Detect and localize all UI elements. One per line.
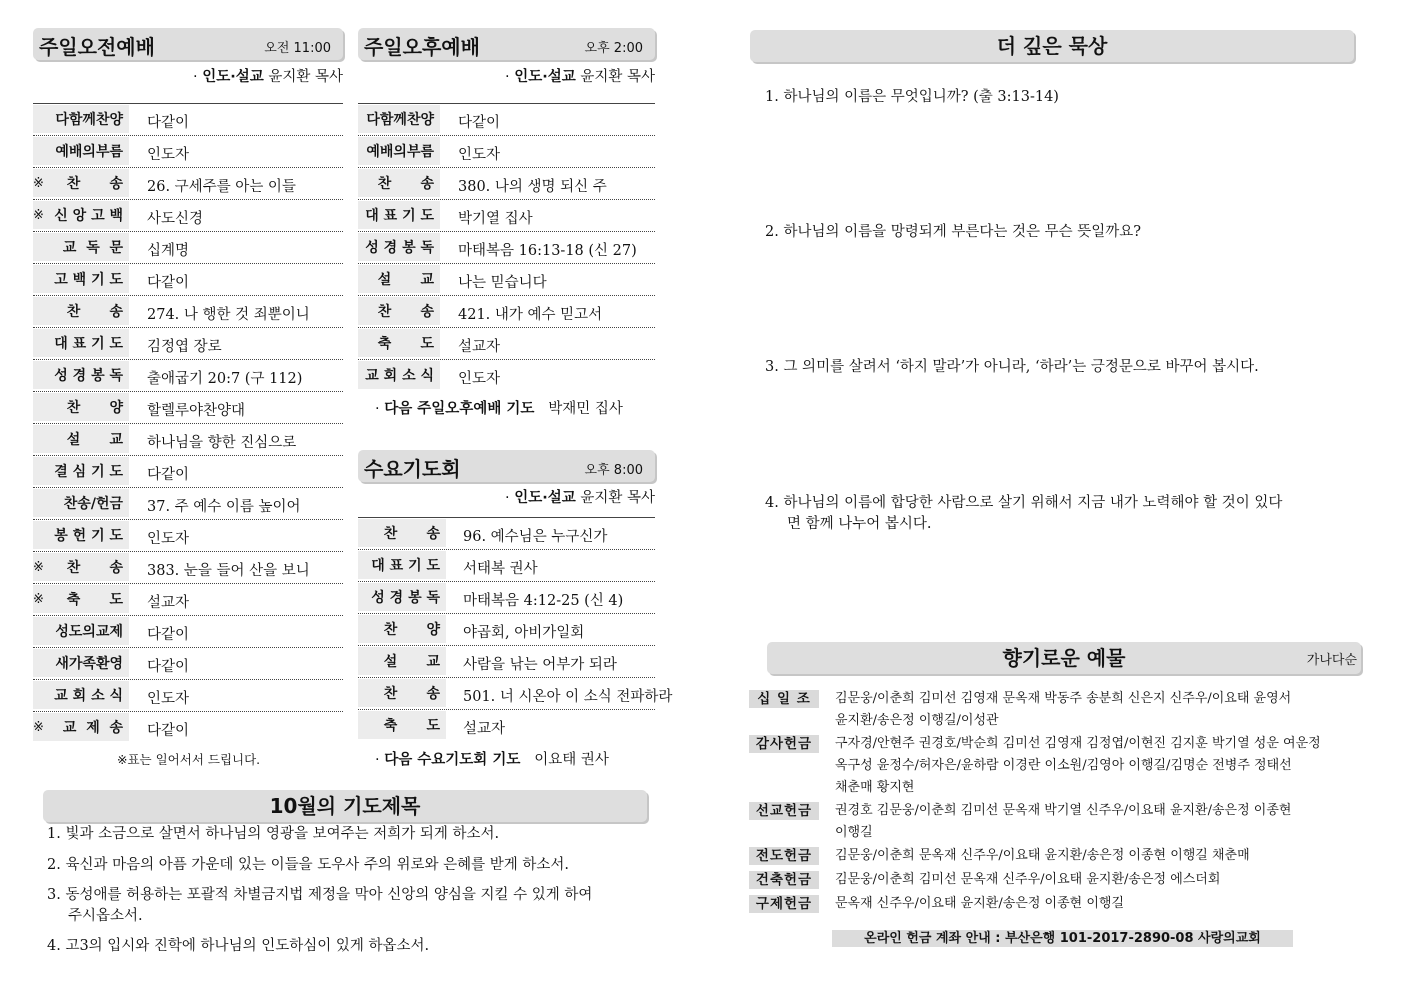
order-row-label-cell	[33, 137, 129, 165]
offering-names-line: 문옥재 신주우/이요태 윤지환/송은정 이종현 이행길	[835, 896, 1125, 911]
order-row-value: 십계명	[147, 243, 190, 259]
order-row-label-cell	[358, 329, 440, 357]
offering-category: 십 일 조	[749, 690, 819, 708]
order-row-value: 421. 내가 예수 믿고서	[458, 307, 603, 323]
order-row-label-cell	[358, 615, 446, 643]
order-row-label-cell	[33, 649, 129, 677]
prayer-item: 1. 빛과 소금으로 살면서 하나님의 영광을 보여주는 저희가 되게 하소서.	[47, 826, 500, 842]
offering-names-line: 김문웅/이춘희 김미선 김영재 문옥재 박동주 송분희 신은지 신주우/이요태 윤영서	[835, 691, 1292, 706]
order-row-label: 대 표 기 도	[54, 336, 123, 352]
order-row	[33, 167, 343, 199]
order-row	[33, 711, 343, 743]
order-row-value: 다같이	[147, 275, 190, 291]
order-row-label: 성 경 봉 독	[54, 368, 123, 384]
offerings-order-note: 가나다순	[1306, 653, 1357, 668]
afternoon-leader-name: 윤지환 목사	[580, 69, 655, 85]
meditation-question: 2. 하나님의 이름을 망령되게 부른다는 것은 무슨 뜻일까요?	[765, 224, 1142, 240]
order-row-label-cell	[33, 105, 129, 133]
order-row	[33, 647, 343, 679]
offering-names	[835, 895, 1365, 915]
order-row	[33, 327, 343, 359]
order-row	[33, 231, 343, 263]
order-row-value: 다같이	[147, 723, 190, 739]
order-row-label-cell	[33, 297, 129, 325]
order-row-value: 마태복음 4:12-25 (신 4)	[463, 593, 624, 609]
order-row-label: 교 제 송	[62, 720, 123, 736]
order-row-value: 할렐루야찬양대	[147, 403, 246, 419]
offering-names-line: 이행길	[835, 825, 873, 840]
order-row-label-cell	[358, 137, 440, 165]
order-row-label-cell	[358, 519, 446, 547]
order-row-value: 서태복 권사	[463, 561, 538, 577]
offering-names	[835, 847, 1365, 867]
morning-leader-name: 윤지환 목사	[268, 69, 343, 85]
order-row	[358, 167, 655, 199]
offering-names-line: 구자경/안현주 권경호/박순희 김미선 김영재 김정엽/이현진 김지훈 박기열 성운 여운정	[835, 736, 1321, 751]
order-row-value: 하나님을 향한 진심으로	[147, 435, 297, 451]
afternoon-next-label: 다음 주일오후예배 기도	[384, 401, 535, 417]
wednesday-service-time: 오후 8:00	[584, 463, 643, 478]
offering-category: 전도헌금	[749, 847, 819, 865]
order-row-value: 설교자	[458, 339, 501, 355]
order-row-label: 교 회 소 식	[365, 368, 434, 384]
order-row-label-cell	[33, 553, 129, 581]
morning-service-time: 오전 11:00	[264, 41, 331, 56]
order-row-label-cell	[33, 681, 129, 709]
order-row-value: 26. 구세주를 아는 이들	[147, 179, 296, 195]
order-row-label: 예배의부름	[366, 144, 434, 160]
afternoon-next-name: 박재민 집사	[548, 401, 623, 417]
order-row	[358, 677, 673, 709]
order-row-label: 대 표 기 도	[371, 558, 440, 574]
order-row-value: 380. 나의 생명 되신 주	[458, 179, 607, 195]
order-row-label: 교 독 문	[62, 240, 123, 256]
prayer-item-continuation: 주시옵소서.	[68, 908, 143, 924]
order-row-label: 신 앙 고 백	[54, 208, 123, 224]
order-row-label: 대 표 기 도	[365, 208, 434, 224]
prayer-item: 2. 육신과 마음의 아픔 가운데 있는 이들을 도우사 주의 위로와 은혜를 받게 하소서.	[47, 857, 569, 873]
order-row-label-cell	[358, 679, 446, 707]
wednesday-leader-name: 윤지환 목사	[580, 490, 655, 506]
order-row	[33, 615, 343, 647]
order-row-value: 다같이	[147, 627, 190, 643]
order-row-value: 인도자	[147, 147, 190, 163]
order-row-label-cell	[358, 711, 446, 739]
meditation-header: 더 깊은 묵상	[750, 30, 1354, 62]
order-row-label: 다함께찬양	[55, 112, 123, 128]
order-row-label-cell	[33, 169, 129, 197]
order-row-label-cell	[33, 361, 129, 389]
order-row	[33, 679, 343, 711]
order-row	[33, 423, 343, 455]
order-row-label-cell	[33, 585, 129, 613]
order-row	[33, 583, 343, 615]
order-row	[33, 103, 343, 135]
order-row-value: 마태복음 16:13-18 (신 27)	[458, 243, 637, 259]
afternoon-service-time: 오후 2:00	[584, 41, 643, 56]
meditation-question-continuation: 면 함께 나누어 봅시다.	[787, 516, 932, 532]
offering-names	[835, 802, 1365, 844]
order-row-label: 교 회 소 식	[54, 688, 123, 704]
order-row	[358, 549, 655, 581]
order-row-label: 찬 송	[66, 176, 123, 192]
morning-order-table	[33, 103, 343, 743]
order-row	[33, 487, 343, 519]
order-row	[358, 263, 655, 295]
order-row-value: 다같이	[147, 115, 190, 131]
order-row	[33, 519, 343, 551]
offering-category: 건축헌금	[749, 871, 819, 889]
order-row-value: 사람을 낚는 어부가 되라	[463, 657, 617, 673]
offerings-header	[767, 642, 1361, 674]
order-row-label: 찬 양	[383, 622, 440, 638]
order-row-label: 성 경 봉 독	[365, 240, 434, 256]
order-row-label: 성도의교제	[55, 624, 123, 640]
meditation-question: 4. 하나님의 이름에 합당한 사람으로 살기 위해서 지금 내가 노력해야 할 것이 있다	[765, 495, 1283, 511]
offering-names-line: 채춘매 황지현	[835, 780, 915, 795]
order-row	[33, 359, 343, 391]
order-row-value: 96. 예수님은 누구신가	[463, 529, 608, 545]
order-row-value: 박기열 집사	[458, 211, 533, 227]
offerings-title: 향기로운 예물	[1002, 646, 1126, 670]
order-row	[33, 263, 343, 295]
order-row-label: 찬 송	[377, 176, 434, 192]
order-row-value: 인도자	[458, 147, 501, 163]
order-row	[358, 231, 655, 263]
order-row-value: 나는 믿습니다	[458, 275, 547, 291]
order-row-label-cell	[358, 297, 440, 325]
order-row-label-cell	[33, 617, 129, 645]
order-row-label-cell	[358, 201, 440, 229]
order-row-label-cell	[33, 393, 129, 421]
order-row-value: 출애굽기 20:7 (구 112)	[147, 371, 303, 387]
wednesday-next-label: 다음 수요기도회 기도	[384, 752, 521, 768]
order-row	[33, 199, 343, 231]
prayer-item: 4. 고3의 입시와 진학에 하나님의 인도하심이 있게 하옵소서.	[47, 938, 430, 954]
prayer-topics-header: 10월의 기도제목	[43, 790, 647, 822]
order-row	[358, 135, 655, 167]
order-row	[358, 103, 655, 135]
order-row-label: 찬 송	[383, 526, 440, 542]
wednesday-order-table	[358, 517, 673, 741]
order-row-label: 설 교	[383, 654, 440, 670]
order-row-label-cell	[33, 201, 129, 229]
order-row-value: 다같이	[458, 115, 501, 131]
morning-service-title: 주일오전예배	[39, 35, 155, 59]
order-row	[358, 613, 655, 645]
order-row-label-cell	[33, 329, 129, 357]
afternoon-leader-label: 인도·설교	[514, 69, 576, 85]
order-row-value: 383. 눈을 들어 산을 보니	[147, 563, 310, 579]
offering-category: 감사헌금	[749, 735, 819, 753]
order-row-label: 찬 송	[377, 304, 434, 320]
order-row-label-cell	[358, 233, 440, 261]
order-row-value: 야곱회, 아비가일회	[463, 625, 585, 641]
offering-category: 선교헌금	[749, 802, 819, 820]
order-row-label-cell	[33, 521, 129, 549]
order-row-label: 축 도	[383, 718, 440, 734]
order-row-label-cell	[358, 551, 446, 579]
standing-note: ※표는 일어서서 드립니다.	[117, 752, 261, 767]
offering-category: 구제헌금	[749, 895, 819, 913]
order-row-value: 인도자	[147, 531, 190, 547]
order-row-label: 찬송/헌금	[63, 496, 123, 512]
wednesday-leader-label: 인도·설교	[514, 490, 576, 506]
order-row-value: 김정엽 장로	[147, 339, 222, 355]
offering-names-line: 권경호 김문웅/이춘희 김미선 문옥재 박기열 신주우/이요태 윤지환/송은정 이종현	[835, 803, 1292, 818]
afternoon-leader: · 인도·설교 윤지환 목사	[504, 69, 655, 85]
order-row-label: 예배의부름	[55, 144, 123, 160]
afternoon-order-table	[358, 103, 655, 391]
order-row-value: 사도신경	[147, 211, 204, 227]
order-row-label-cell	[358, 169, 440, 197]
standing-mark: ※	[33, 719, 44, 735]
order-row	[358, 517, 655, 549]
order-row-label-cell	[33, 425, 129, 453]
wednesday-leader: · 인도·설교 윤지환 목사	[504, 490, 655, 506]
order-row-value: 501. 너 시온아 이 소식 전파하라	[463, 689, 673, 705]
meditation-question: 3. 그 의미를 살려서 ‘하지 말라’가 아니라, ‘하라’는 긍정문으로 바꾸어 봅시다.	[765, 359, 1259, 375]
order-row-label: 고 백 기 도	[54, 272, 123, 288]
order-row	[33, 391, 343, 423]
order-row-label: 다함께찬양	[366, 112, 434, 128]
order-row	[358, 581, 655, 613]
order-row-label: 축 도	[66, 592, 123, 608]
order-row-value: 다같이	[147, 467, 190, 483]
standing-mark: ※	[33, 175, 44, 191]
order-row	[358, 199, 655, 231]
order-row-label-cell	[33, 265, 129, 293]
offering-names-line: 옥구성 윤정수/허자은/윤하람 이경란 이소원/김영아 이행길/김명순 전병주 정태선	[835, 758, 1292, 773]
order-row-label: 찬 송	[66, 560, 123, 576]
order-row	[358, 295, 655, 327]
order-row-label: 축 도	[377, 336, 434, 352]
order-row-label-cell	[33, 713, 129, 741]
order-row-label: 설 교	[66, 432, 123, 448]
offering-names-line: 윤지환/송은정 이행길/이성관	[835, 713, 999, 728]
order-row-label: 봉 헌 기 도	[54, 528, 123, 544]
offering-names-line: 김문웅/이춘희 문옥재 신주우/이요태 윤지환/송은정 이종현 이행길 채춘매	[835, 848, 1250, 863]
order-row	[33, 295, 343, 327]
standing-mark: ※	[33, 591, 44, 607]
order-row-label: 찬 송	[383, 686, 440, 702]
order-row	[358, 359, 655, 391]
order-row-label-cell	[358, 265, 440, 293]
order-row	[33, 135, 343, 167]
order-row-label-cell	[33, 233, 129, 261]
order-row	[358, 709, 655, 741]
order-row-label: 찬 양	[66, 400, 123, 416]
order-row-label-cell	[358, 105, 440, 133]
afternoon-service-title: 주일오후예배	[364, 35, 480, 59]
prayer-item: 3. 동성애를 허용하는 포괄적 차별금지법 제정을 막아 신앙의 양심을 지킬 수 있게 하여	[47, 887, 593, 903]
order-row	[358, 327, 655, 359]
morning-leader-label: 인도·설교	[202, 69, 264, 85]
order-row-value: 다같이	[147, 659, 190, 675]
order-row	[33, 551, 343, 583]
order-row-label: 결 심 기 도	[54, 464, 123, 480]
morning-leader: · 인도·설교 윤지환 목사	[192, 69, 343, 85]
order-row-value: 설교자	[147, 595, 190, 611]
wednesday-service-header	[358, 450, 655, 482]
order-row-label-cell	[358, 647, 446, 675]
account-info: 온라인 헌금 계좌 안내 : 부산은행 101-2017-2890-08 사랑의교회	[832, 930, 1293, 947]
offering-names-line: 김문웅/이춘희 김미선 문옥재 신주우/이요태 윤지환/송은정 에스더회	[835, 872, 1221, 887]
standing-mark: ※	[33, 559, 44, 575]
afternoon-next-prayer: · 다음 주일오후예배 기도 박재민 집사	[375, 401, 623, 417]
offering-names	[835, 690, 1365, 732]
order-row-label: 설 교	[377, 272, 434, 288]
order-row-label: 성 경 봉 독	[371, 590, 440, 606]
wednesday-next-prayer: · 다음 수요기도회 기도 이요태 권사	[375, 752, 609, 768]
meditation-question: 1. 하나님의 이름은 무엇입니까? (출 3:13-14)	[765, 89, 1059, 105]
wednesday-next-name: 이요태 권사	[534, 752, 609, 768]
order-row-label: 찬 송	[66, 304, 123, 320]
order-row-value: 인도자	[458, 371, 501, 387]
order-row-label-cell	[33, 457, 129, 485]
offering-names	[835, 735, 1365, 799]
order-row-label-cell	[358, 361, 440, 389]
order-row-label: 새가족환영	[55, 656, 123, 672]
order-row-value: 설교자	[463, 721, 506, 737]
afternoon-service-header	[358, 28, 655, 60]
standing-mark: ※	[33, 207, 44, 223]
morning-service-header	[33, 28, 343, 60]
wednesday-service-title: 수요기도회	[364, 457, 461, 481]
order-row-label-cell	[33, 489, 129, 517]
order-row	[33, 455, 343, 487]
offering-names	[835, 871, 1365, 891]
order-row-value: 37. 주 예수 이름 높이어	[147, 499, 301, 515]
order-row-value: 274. 나 행한 것 죄뿐이니	[147, 307, 310, 323]
order-row	[358, 645, 655, 677]
order-row-label-cell	[358, 583, 446, 611]
order-row-value: 인도자	[147, 691, 190, 707]
